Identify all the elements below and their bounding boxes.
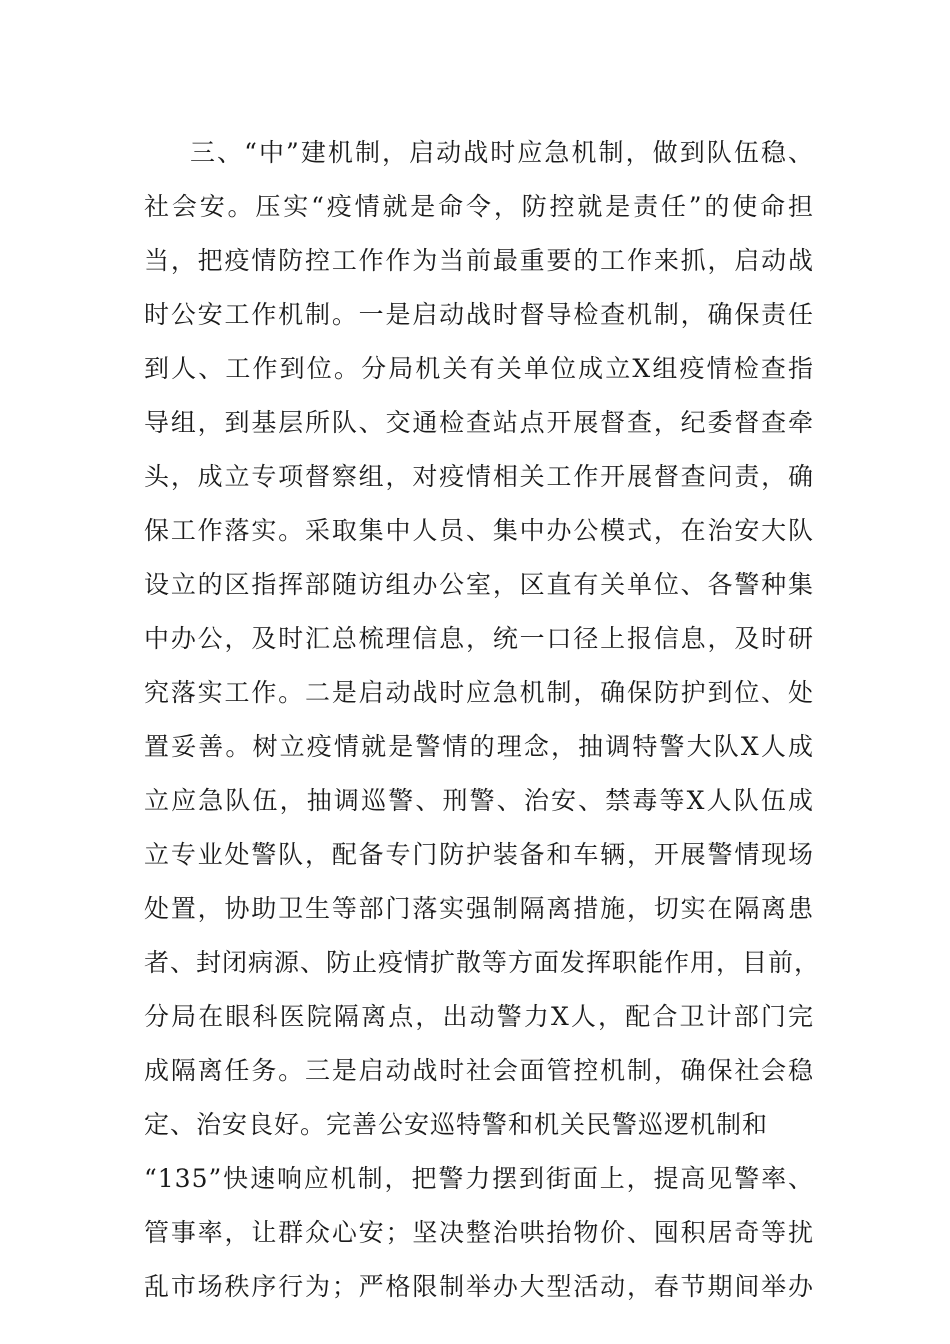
text-line-12: 置妥善。树立疫情就是警情的理念，抽调特警大队X人成 bbox=[144, 732, 814, 761]
text-line-10: 中办公，及时汇总梳理信息，统一口径上报信息，及时研 bbox=[144, 624, 814, 653]
text-line-22: 乱市场秩序行为；严格限制举办大型活动，春节期间举办 bbox=[144, 1272, 814, 1301]
text-line-5: 到人、工作到位。分局机关有关单位成立X组疫情检查指 bbox=[144, 354, 814, 383]
text-line-7: 头，成立专项督察组，对疫情相关工作开展督查问责，确 bbox=[144, 462, 814, 491]
text-line-20: “135”快速响应机制，把警力摆到街面上，提高见警率、 bbox=[144, 1164, 814, 1193]
text-line-3: 当，把疫情防控工作作为当前最重要的工作来抓，启动战 bbox=[144, 246, 814, 275]
text-line-2: 社会安。压实“疫情就是命令，防控就是责任”的使命担 bbox=[144, 192, 814, 221]
text-line-16: 者、封闭病源、防止疫情扩散等方面发挥职能作用，目前， bbox=[144, 948, 821, 977]
text-line-17: 分局在眼科医院隔离点，出动警力X人，配合卫计部门完 bbox=[144, 1002, 814, 1031]
text-line-11: 究落实工作。二是启动战时应急机制，确保防护到位、处 bbox=[144, 678, 814, 707]
text-line-19: 定、治安良好。完善公安巡特警和机关民警巡逻机制和 bbox=[144, 1110, 769, 1139]
text-line-8: 保工作落实。采取集中人员、集中办公模式，在治安大队 bbox=[144, 516, 814, 545]
text-line-18: 成隔离任务。三是启动战时社会面管控机制，确保社会稳 bbox=[144, 1056, 814, 1085]
text-line-9: 设立的区指挥部随访组办公室，区直有关单位、各警种集 bbox=[144, 570, 814, 599]
text-line-14: 立专业处警队，配备专门防护装备和车辆，开展警情现场 bbox=[144, 840, 814, 869]
text-line-4: 时公安工作机制。一是启动战时督导检查机制，确保责任 bbox=[144, 300, 814, 329]
text-line-15: 处置，协助卫生等部门落实强制隔离措施，切实在隔离患 bbox=[144, 894, 814, 923]
text-line-21: 管事率，让群众心安；坚决整治哄抬物价、囤积居奇等扰 bbox=[144, 1218, 814, 1247]
text-line-1: 三、“中”建机制，启动战时应急机制，做到队伍稳、 bbox=[190, 138, 814, 167]
text-line-13: 立应急队伍，抽调巡警、刑警、治安、禁毒等X人队伍成 bbox=[144, 786, 814, 815]
text-line-6: 导组，到基层所队、交通检查站点开展督查，纪委督查牵 bbox=[144, 408, 814, 437]
